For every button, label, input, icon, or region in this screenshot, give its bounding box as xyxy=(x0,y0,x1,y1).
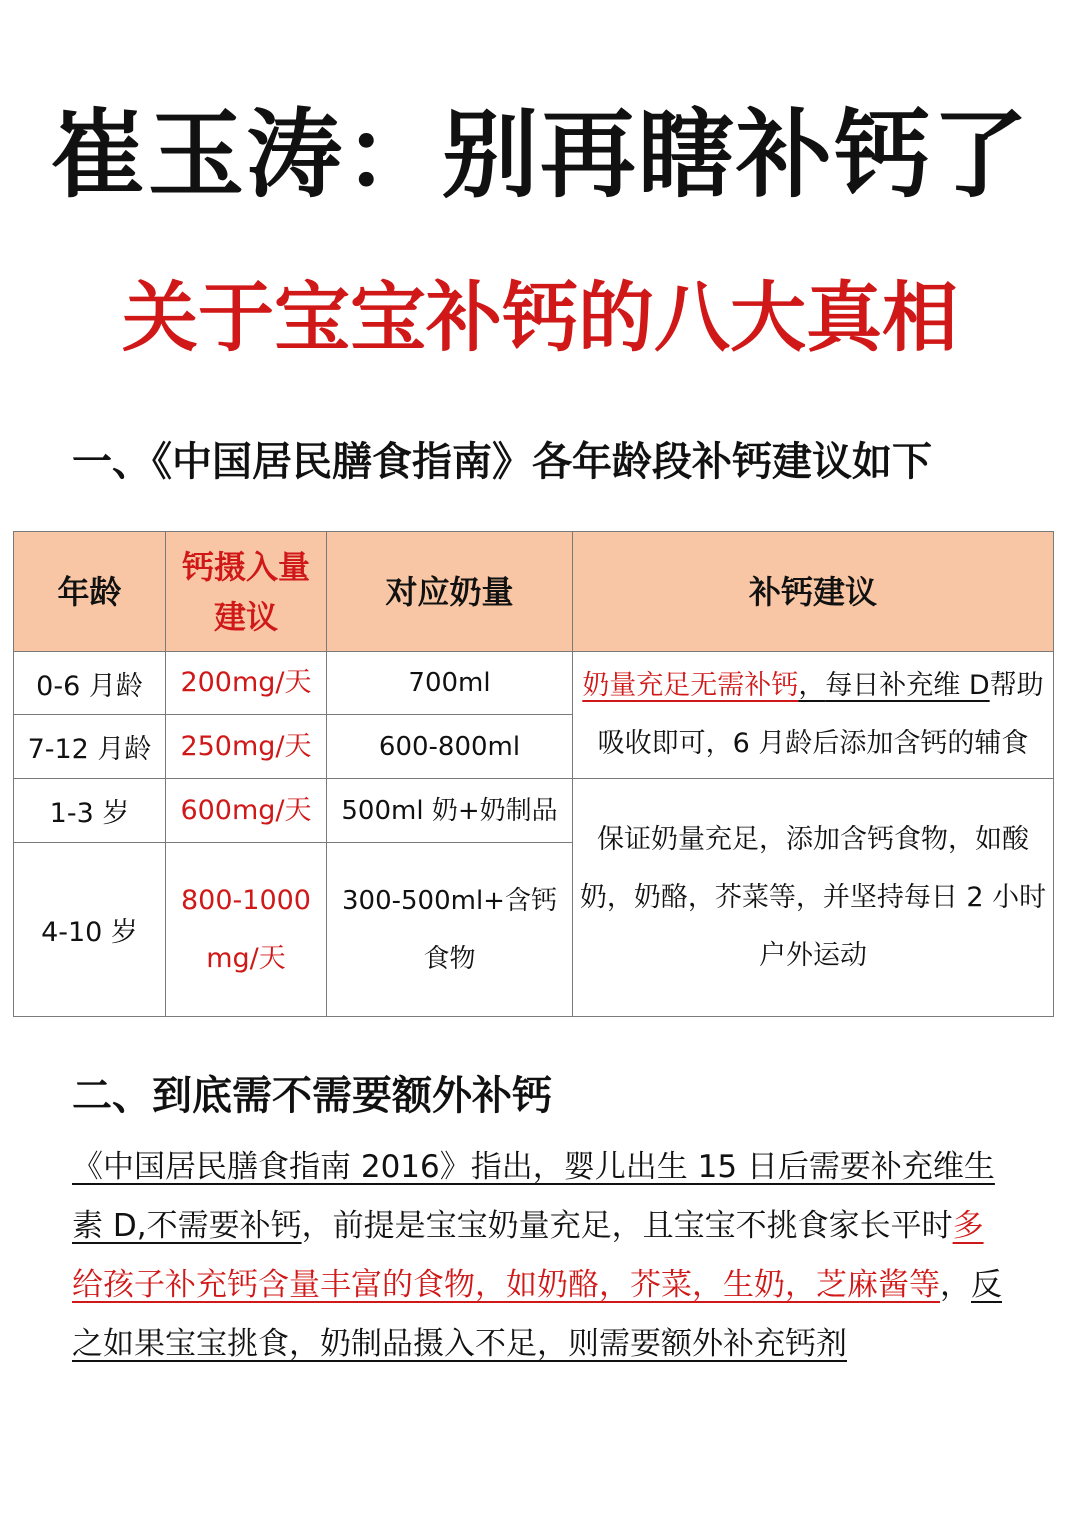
row-age: 0-6 月龄 xyxy=(14,652,166,715)
header-calcium: 钙摄入量建议 xyxy=(166,532,327,652)
paragraph-sep: ， xyxy=(940,1267,971,1303)
page-subtitle: 关于宝宝补钙的八大真相 xyxy=(122,273,958,362)
row-calcium: 250mg/天 xyxy=(166,715,327,779)
calcium-recommendation-table xyxy=(13,531,1054,1017)
guideline-quote: 《中国居民膳食指南 2016》指出，婴儿出生 15 日后需要补充维生素 D,不需要补钙 xyxy=(72,1149,995,1244)
row-milk: 700ml xyxy=(327,652,573,715)
section-2-paragraph xyxy=(72,1138,1002,1374)
food-recommendation-highlight: 多给孩子补充钙含量丰富的食物，如奶酪，芥菜，生奶，芝麻酱等 xyxy=(72,1208,984,1303)
header-milk: 对应奶量 xyxy=(327,532,573,652)
row-calcium: 600mg/天 xyxy=(166,779,327,843)
page-title: 崔玉涛：别再瞎补钙了 xyxy=(50,99,1030,211)
row-age: 4-10 岁 xyxy=(14,843,166,1017)
advice-infant-highlight: 奶量充足无需补钙 xyxy=(582,670,799,701)
row-age: 7-12 月龄 xyxy=(14,715,166,779)
header-age: 年龄 xyxy=(14,532,166,652)
section-2-heading: 二、到底需不需要额外补钙 xyxy=(72,1073,552,1119)
advice-infant-vitd: 每日补充维 D xyxy=(825,670,990,701)
advice-infant-sep: ， xyxy=(798,670,826,701)
row-calcium: 800-1000 mg/天 xyxy=(166,843,327,1017)
table-header-row xyxy=(14,532,1054,652)
table-row xyxy=(14,779,1054,843)
row-calcium: 200mg/天 xyxy=(166,652,327,715)
advice-child: 保证奶量充足，添加含钙食物，如酸奶，奶酪，芥菜等，并坚持每日 2 小时户外运动 xyxy=(573,779,1054,1017)
row-age: 1-3 岁 xyxy=(14,779,166,843)
supplement-note: 反之如果宝宝挑食，奶制品摄入不足，则需要额外补充钙剂 xyxy=(72,1267,1002,1362)
header-advice: 补钙建议 xyxy=(573,532,1054,652)
paragraph-text: ，前提是宝宝奶量充足，且宝宝不挑食家长平时 xyxy=(301,1208,953,1244)
row-milk: 300-500ml+含钙食物 xyxy=(327,843,573,1017)
table-row xyxy=(14,652,1054,715)
row-milk: 500ml 奶+奶制品 xyxy=(327,779,573,843)
advice-infant xyxy=(573,652,1054,779)
row-milk: 600-800ml xyxy=(327,715,573,779)
advice-infant-rest: 帮助吸收即可，6 月龄后添加含钙的辅食 xyxy=(597,670,1044,759)
section-1-heading: 一、《中国居民膳食指南》各年龄段补钙建议如下 xyxy=(72,439,932,485)
